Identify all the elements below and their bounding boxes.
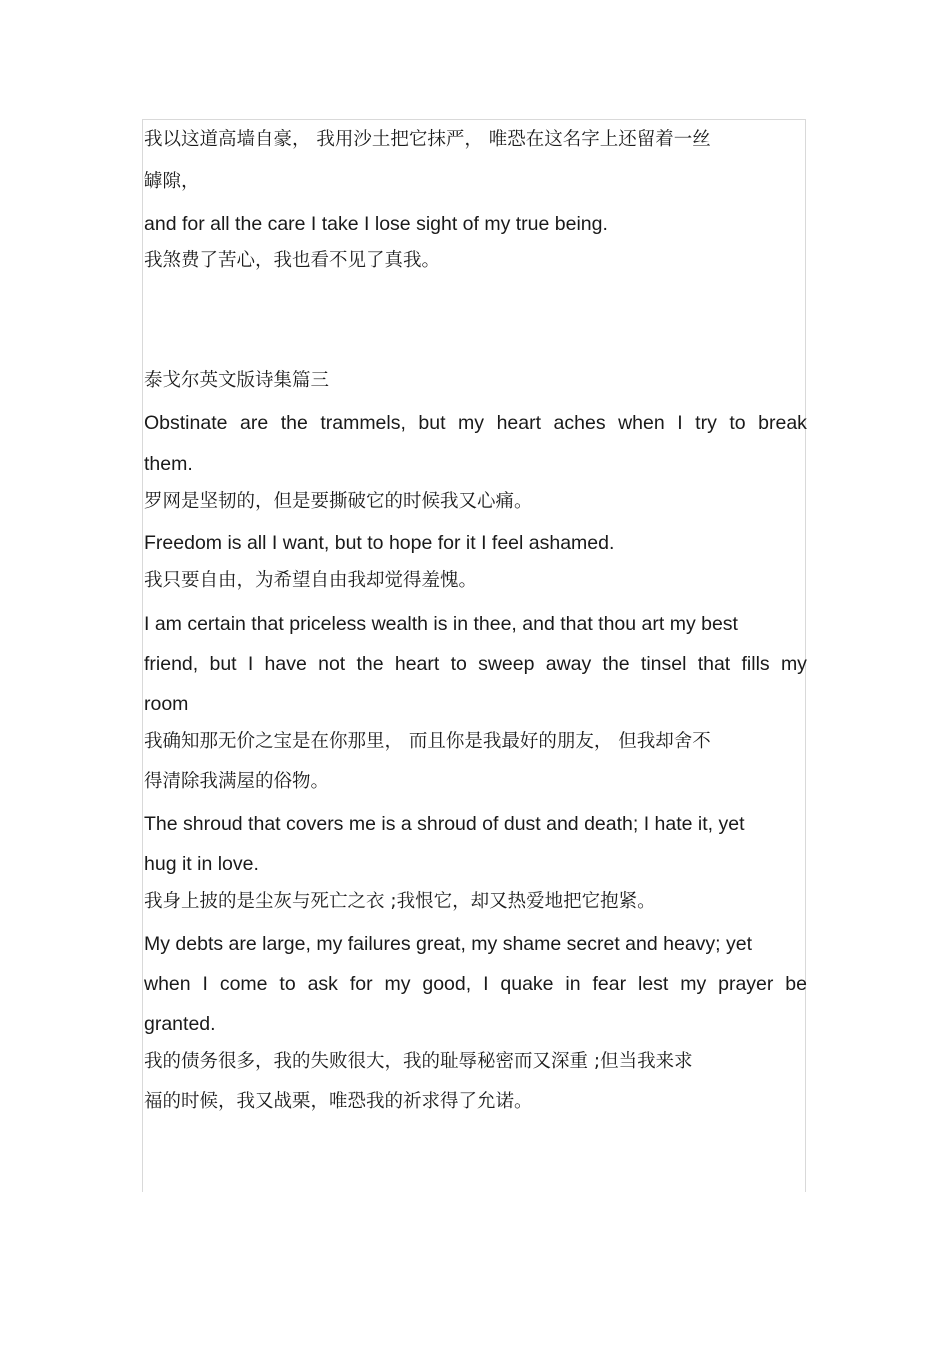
word: the [356, 653, 384, 675]
text-line: granted. [144, 1013, 216, 1035]
word: for [349, 973, 373, 995]
word: when [144, 973, 191, 995]
text-line: 福的时候，我又战栗，唯恐我的祈求得了允诺。 [144, 1091, 533, 1112]
text-line: The shroud that covers me is a shroud of dust and death; I hate it, yet [144, 813, 745, 835]
word: the [602, 653, 630, 675]
word: trammels, [320, 412, 406, 434]
word: I [483, 973, 489, 995]
word: the [280, 412, 308, 434]
word: tinsel [640, 653, 687, 675]
word: to [450, 653, 467, 675]
word: to [729, 412, 746, 434]
word: Obstinate [144, 412, 228, 434]
word: my [680, 973, 707, 995]
text-line-justified [144, 411, 807, 435]
word: to [279, 973, 296, 995]
word: aches [553, 412, 606, 434]
text-line-justified [144, 972, 807, 996]
text-line: 我以这道高墙自豪， 我用沙土把它抹严， 唯恐在这名字上还留着一丝 [144, 129, 711, 150]
text-line: room [144, 693, 189, 715]
text-line: My debts are large, my failures great, my shame secret and heavy; yet [144, 933, 753, 955]
text-line: 我的债务很多，我的失败很大，我的耻辱秘密而又深重 ;但当我来求 [144, 1051, 693, 1072]
text-line: 罗网是坚韧的，但是要撕破它的时候我又心痛。 [144, 491, 533, 512]
section-heading: 泰戈尔英文版诗集篇三 [144, 370, 330, 391]
word: but [209, 653, 237, 675]
word: fills [741, 653, 770, 675]
text-line: 我只要自由，为希望自由我却觉得羞愧。 [144, 570, 478, 591]
text-line: and for all the care I take I lose sight of my true being. [144, 213, 608, 235]
word: heart [394, 653, 440, 675]
word: in [565, 973, 581, 995]
word: come [219, 973, 268, 995]
text-line: hug it in love. [144, 853, 259, 875]
word: break [758, 412, 807, 434]
word: good, [422, 973, 472, 995]
word: fear [592, 973, 627, 995]
word: that [697, 653, 731, 675]
word: but [418, 412, 446, 434]
text-line: 我确知那无价之宝是在你那里， 而且你是我最好的朋友， 但我却舍不 [144, 731, 711, 752]
word: I [677, 412, 683, 434]
word: I [202, 973, 208, 995]
word: not [318, 653, 346, 675]
word: be [785, 973, 807, 995]
word: prayer [718, 973, 774, 995]
word: have [264, 653, 307, 675]
text-line: 得清除我满屋的俗物。 [144, 771, 330, 792]
word: are [239, 412, 269, 434]
word: friend, [144, 653, 199, 675]
text-line: Freedom is all I want, but to hope for it I feel ashamed. [144, 532, 615, 554]
word: my [780, 653, 807, 675]
text-line: 我煞费了苦心，我也看不见了真我。 [144, 250, 441, 271]
word: heart [496, 412, 542, 434]
word: I [247, 653, 254, 675]
text-line: I am certain that priceless wealth is in thee, and that thou art my best [144, 613, 738, 635]
word: quake [500, 973, 554, 995]
word: my [458, 412, 485, 434]
word: ask [307, 973, 338, 995]
text-line-justified [144, 652, 807, 676]
word: sweep [478, 653, 535, 675]
word: away [545, 653, 592, 675]
word: try [695, 412, 717, 434]
word: lest [637, 973, 669, 995]
word: when [618, 412, 665, 434]
word: my [384, 973, 411, 995]
text-line: 罅隙， [144, 171, 200, 192]
text-line: 我身上披的是尘灰与死亡之衣 ;我恨它，却又热爱地把它抱紧。 [144, 891, 656, 912]
text-line: them. [144, 453, 193, 475]
